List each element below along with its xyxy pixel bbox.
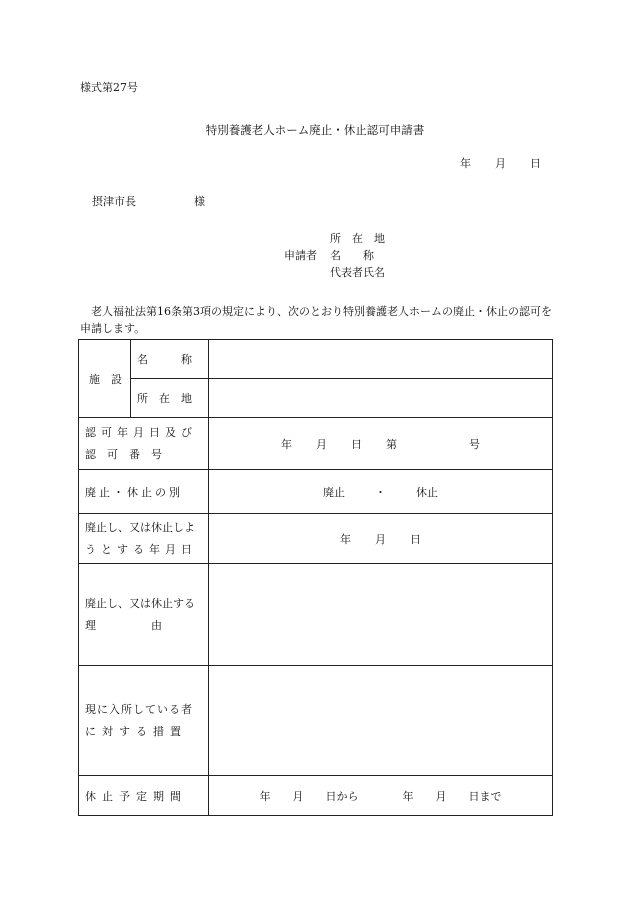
abolish-suspend-type-label: 廃止・休止の別 [79, 470, 209, 514]
option-suspend[interactable]: 休止 [416, 485, 438, 499]
date-month-label: 月 [495, 157, 506, 170]
reason-label: 廃止し、又は休止する 理 由 [79, 564, 209, 666]
applicant-block [284, 230, 400, 281]
planned-date-field[interactable]: 年 月 日 [209, 514, 553, 564]
approval-date-number-label: 認可年月日及び 認 可 番 号 [79, 418, 209, 470]
suspension-period-field[interactable]: 年 月 日から 年 月 日まで [209, 776, 553, 816]
form-number: 様式第27号 [80, 81, 138, 94]
submission-date [460, 155, 541, 171]
facility-name-field[interactable] [209, 340, 553, 379]
addressee [92, 193, 205, 209]
resident-measures-label: 現に入所している者 に対する措置 [79, 666, 209, 776]
application-form-table [78, 339, 553, 816]
option-abolish[interactable]: 廃止 [323, 485, 345, 499]
addressee-name: 摂津市長 [92, 195, 136, 208]
option-separator: ・ [375, 485, 386, 499]
facility-address-label: 所 在 地 [131, 379, 209, 418]
addressee-honorific: 様 [194, 195, 205, 208]
application-statement: 老人福祉法第16条第3項の規定により、次のとおり特別養護老人ホームの廃止・休止の認可を申請します。 [80, 305, 552, 335]
applicant-name-label: 名 称 [330, 249, 374, 262]
planned-date-label: 廃止し、又は休止しよ うとする年月日 [79, 514, 209, 564]
document-title: 特別養護老人ホーム廃止・休止認可申請書 [205, 123, 425, 137]
reason-field[interactable] [209, 564, 553, 666]
resident-measures-field[interactable] [209, 666, 553, 776]
applicant-representative-label: 代表者氏名 [330, 266, 385, 279]
facility-name-label: 名 称 [131, 340, 209, 379]
abolish-suspend-type-field[interactable] [209, 470, 553, 514]
applicant-address-label: 所 在 地 [330, 232, 385, 245]
date-day-label: 日 [530, 157, 541, 170]
facility-label: 施 設 [79, 340, 131, 418]
facility-address-field[interactable] [209, 379, 553, 418]
applicant-role-label: 申請者 [284, 249, 317, 262]
date-year-label: 年 [460, 157, 471, 170]
suspension-period-label: 休止予定期間 [79, 776, 209, 816]
approval-date-number-field[interactable]: 年 月 日 第 号 [209, 418, 553, 470]
